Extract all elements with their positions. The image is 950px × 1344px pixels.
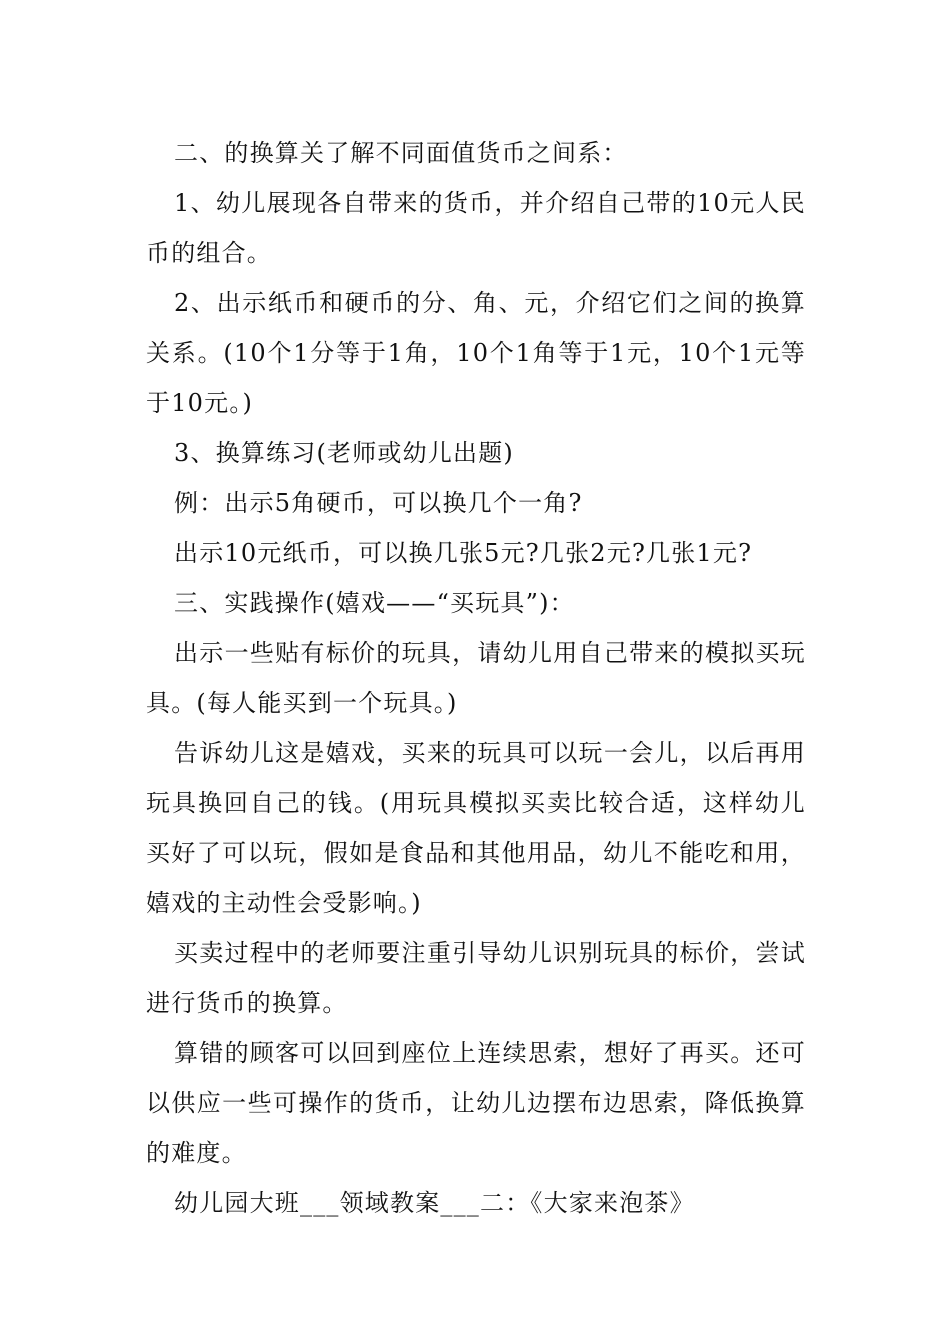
paragraph-guide-prices: 买卖过程中的老师要注重引导幼儿识别玩具的标价，尝试进行货币的换算。: [146, 939, 806, 1017]
document-body: [146, 128, 806, 1228]
heading-section-three: 三、实践操作(嬉戏——“买玩具”)：: [174, 589, 575, 617]
heading-lesson-two: 幼儿园大班___领域教案___二：《大家来泡茶》: [174, 1189, 695, 1217]
heading-section-two: 二、的换算关了解不同面值货币之间系：: [174, 139, 628, 167]
paragraph-step-1: 1、幼儿展现各自带来的货币，并介绍自己带的10元人民币的组合。: [146, 189, 806, 267]
paragraph-example-1: 例：出示5角硬币，可以换几个一角?: [174, 489, 583, 517]
paragraph-step-2: 2、出示纸币和硬币的分、角、元，介绍它们之间的换算关系。(10个1分等于1角，10个1角等于1元，10个1元等于10元。): [146, 289, 806, 417]
paragraph-example-2: 出示10元纸币，可以换几张5元?几张2元?几张1元?: [174, 539, 753, 567]
paragraph-tell-children: 告诉幼儿这是嬉戏，买来的玩具可以玩一会儿，以后再用玩具换回自己的钱。(用玩具模拟买卖比较合适，这样幼儿买好了可以玩，假如是食品和其他用品，幼儿不能吃和用，嬉戏的主动性会受影响。): [146, 739, 806, 917]
paragraph-show-toys: 出示一些贴有标价的玩具，请幼儿用自己带来的模拟买玩具。(每人能买到一个玩具。): [146, 639, 806, 717]
paragraph-step-3: 3、换算练习(老师或幼儿出题): [174, 439, 514, 467]
paragraph-wrong-customers: 算错的顾客可以回到座位上连续思索，想好了再买。还可以供应一些可操作的货币，让幼儿边摆布边思索，降低换算的难度。: [146, 1039, 806, 1167]
